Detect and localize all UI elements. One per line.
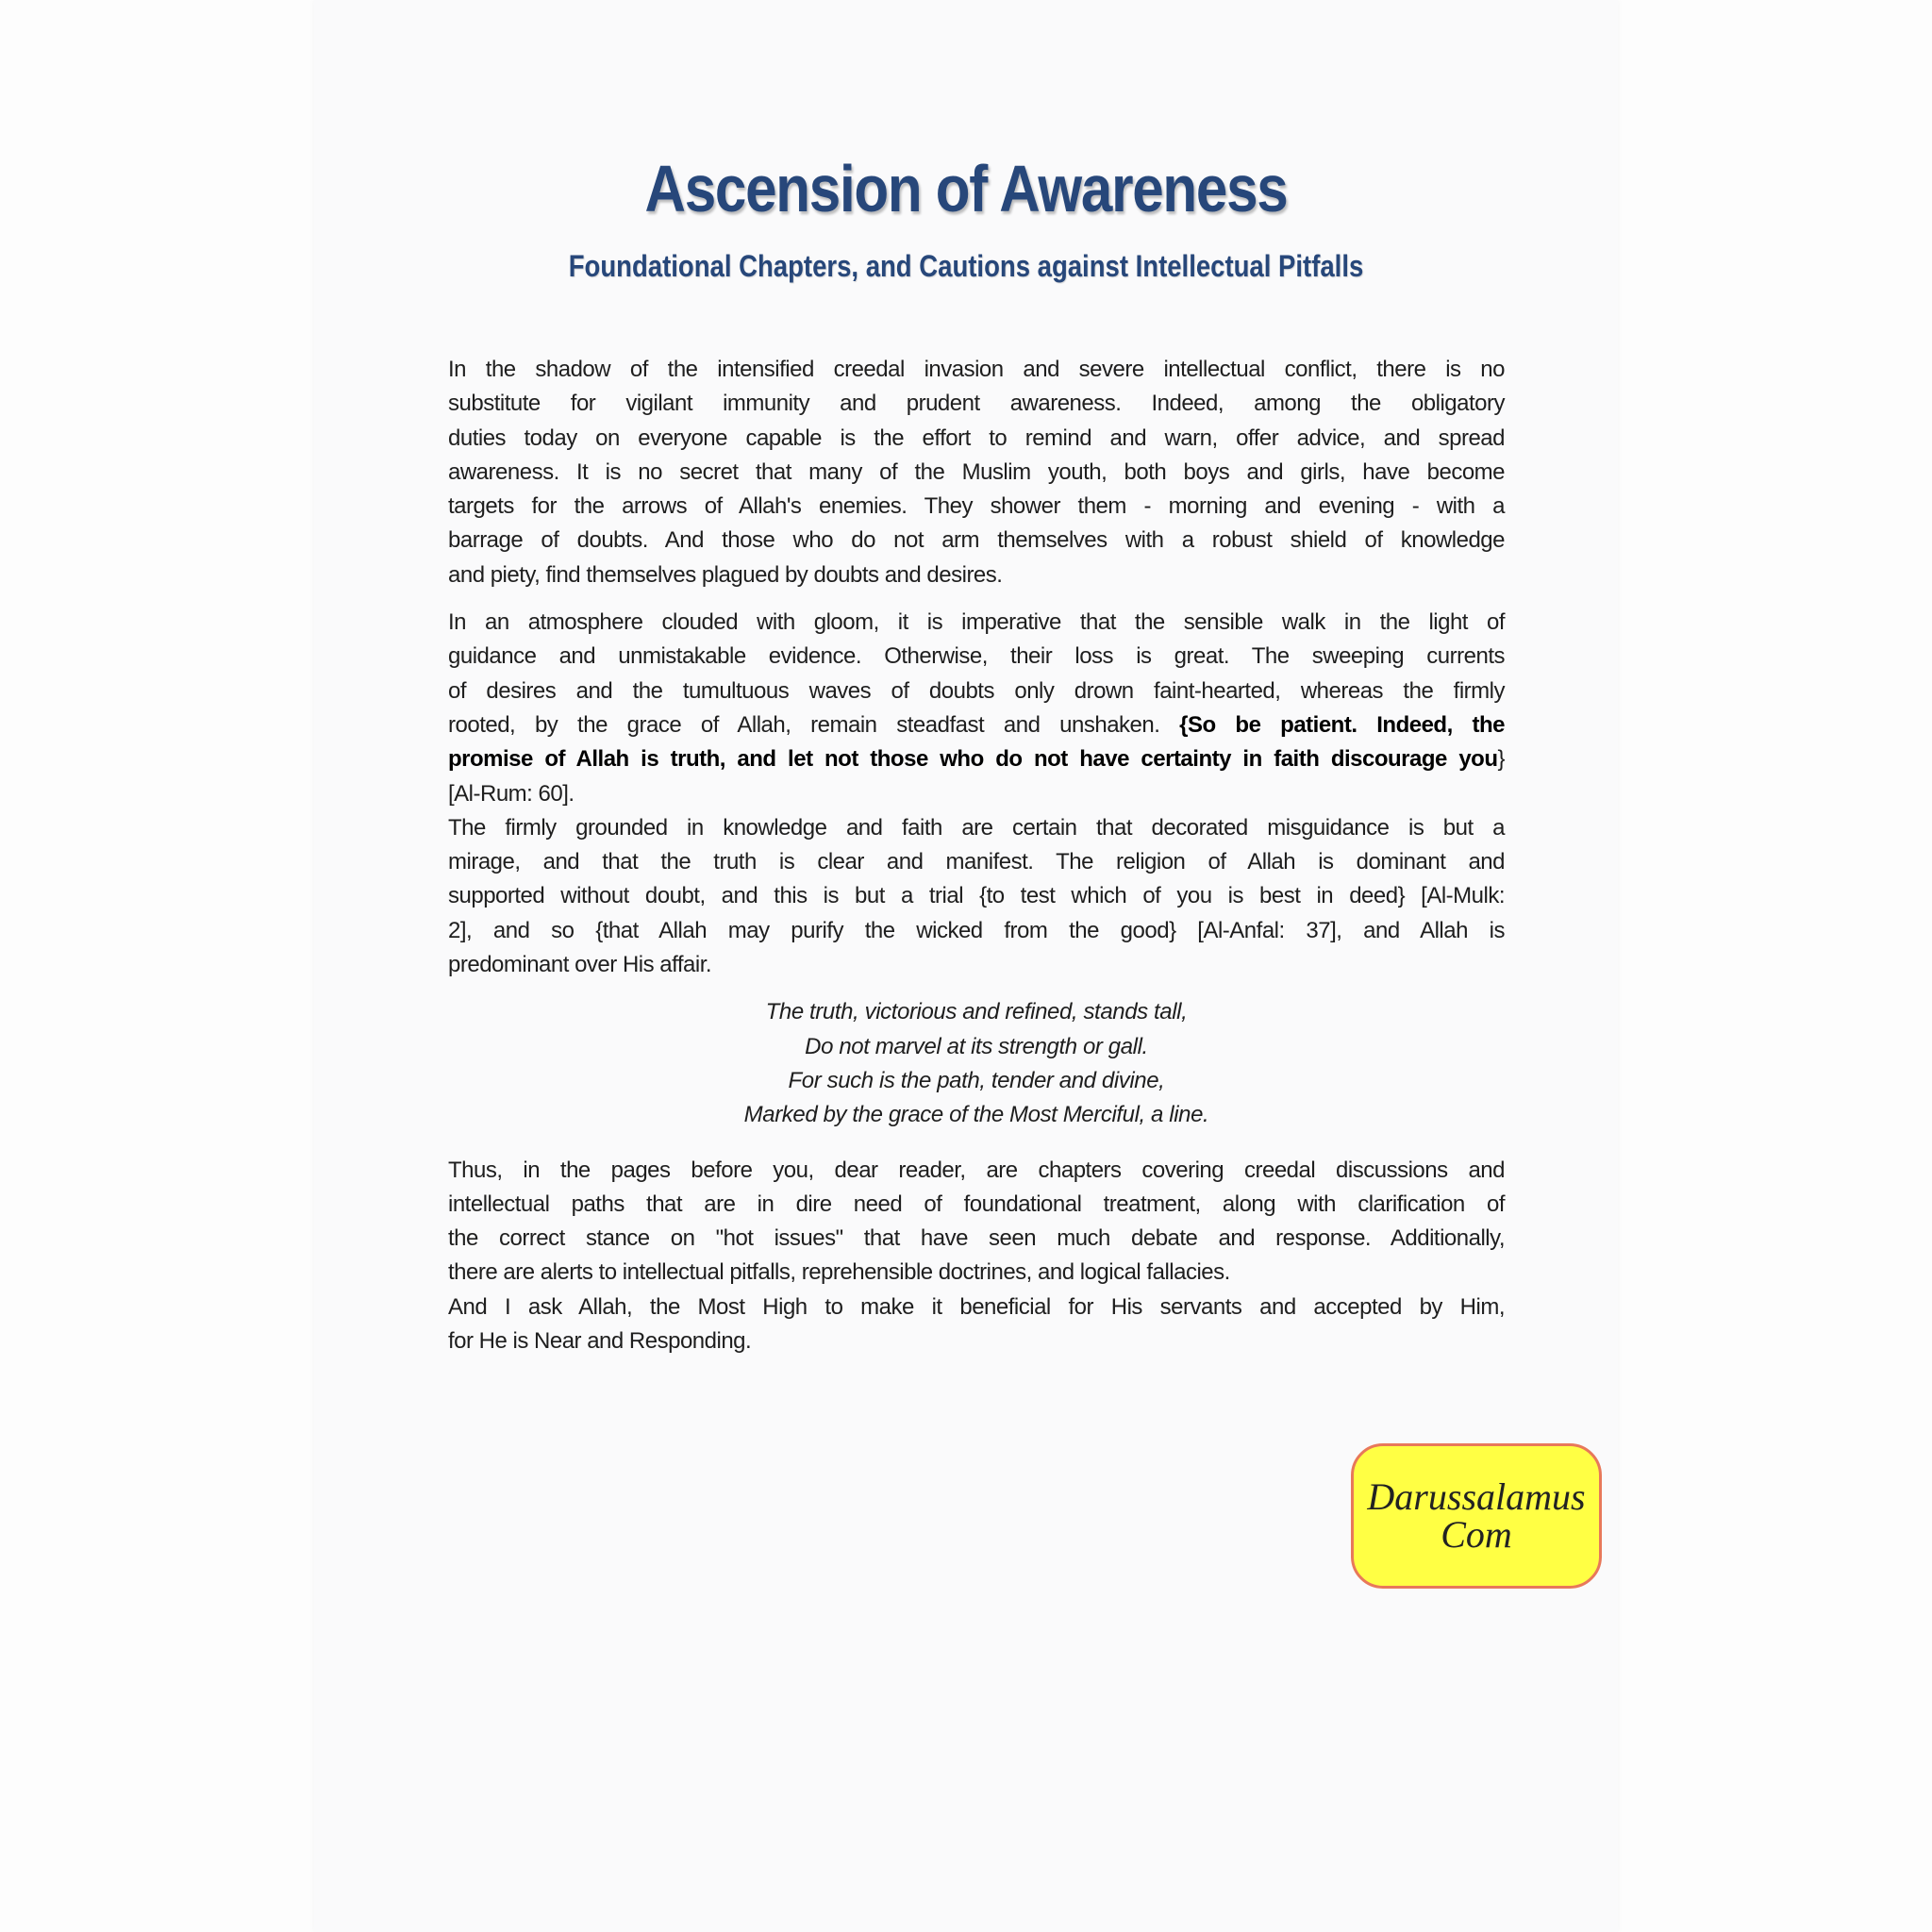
text-line [448, 948, 1505, 982]
line-text: of desires and the tumultuous waves of doubts only drown faint-hearted, whereas the firmly [448, 677, 1505, 704]
text-line [448, 1154, 1505, 1188]
line-text: there are alerts to intellectual pitfalls, reprehensible doctrines, and logical fallacies. [448, 1259, 1230, 1286]
text-line [448, 524, 1505, 558]
line-text: } [1497, 746, 1505, 773]
line-text: And I ask Allah, the Most High to make it beneficial for His servants and accepted by Him, [448, 1293, 1505, 1320]
line-text: the correct stance on "hot issues" that have seen much debate and response. Additionally, [448, 1225, 1505, 1252]
text-line [448, 1324, 1505, 1358]
darussalam-watermark-stamp [1351, 1443, 1602, 1589]
text-line [448, 742, 1505, 776]
line-text: guidance and unmistakable evidence. Otherwise, their loss is great. The sweeping currents [448, 643, 1505, 670]
text-line [448, 558, 1505, 592]
poem-line: Do not marvel at its strength or gall. [805, 1033, 1148, 1059]
line-text: In an atmosphere clouded with gloom, it is imperative that the sensible walk in the light of [448, 609, 1505, 636]
line-text: rooted, by the grace of Allah, remain steadfast and unshaken. [448, 711, 1180, 738]
paragraph [448, 1154, 1505, 1291]
text-line [448, 490, 1505, 524]
text-line [448, 1291, 1505, 1324]
line-text: awareness. It is no secret that many of the Muslim youth, both boys and girls, have become [448, 458, 1505, 485]
line-text: The firmly grounded in knowledge and faith are certain that decorated misguidance is but a [448, 814, 1505, 841]
stamp-line-2: Com [1441, 1513, 1512, 1556]
text-line [448, 1222, 1505, 1256]
line-text: [Al-Rum: 60]. [448, 780, 575, 807]
text-line [448, 777, 1505, 811]
text-line [448, 606, 1505, 640]
paragraph [448, 811, 1505, 982]
quran-quote-text: promise of Allah is truth, and let not those who do not have certainty in faith discourage you [448, 746, 1498, 773]
line-text: substitute for vigilant immunity and prudent awareness. Indeed, among the obligatory [448, 391, 1505, 417]
quran-quote-text: {So be patient. Indeed, the [1179, 711, 1506, 738]
poem [448, 995, 1505, 1132]
text-line [448, 879, 1505, 913]
book-subtitle: Foundational Chapters, and Cautions against Intellectual Pitfalls [568, 249, 1364, 283]
line-text: mirage, and that the truth is clear and manifest. The religion of Allah is dominant and [448, 849, 1505, 875]
line-text: 2], and so {that Allah may purify the wicked from the good} [Al-Anfal: 37], and Allah is [448, 917, 1505, 943]
line-text: duties today on everyone capable is the effort to remind and warn, offer advice, and spread [448, 425, 1505, 451]
closing-paragraphs [448, 1154, 1505, 1359]
book-title: Ascension of Awareness [644, 152, 1288, 225]
line-text: targets for the arrows of Allah's enemies. They shower them - morning and evening - with a [448, 493, 1505, 520]
text-line [448, 1256, 1505, 1290]
paragraph [448, 606, 1505, 811]
text-line [448, 708, 1505, 742]
line-text: barrage of doubts. And those who do not arm themselves with a robust shield of knowledge [448, 527, 1505, 554]
text-line [448, 387, 1505, 421]
text-line [448, 914, 1505, 948]
intro-paragraphs [448, 353, 1505, 982]
poem-line: Marked by the grace of the Most Merciful, a line. [743, 1102, 1209, 1128]
text-line [448, 640, 1505, 674]
text-line [448, 1188, 1505, 1222]
text-line [448, 845, 1505, 879]
text-line [448, 422, 1505, 456]
line-text: intellectual paths that are in dire need of foundational treatment, along with clarification of [448, 1191, 1505, 1217]
text-line [448, 675, 1505, 708]
line-text: for He is Near and Responding. [448, 1328, 752, 1355]
line-text: Thus, in the pages before you, dear reader, are chapters covering creedal discussions and [448, 1157, 1505, 1183]
paragraph [448, 1291, 1505, 1359]
line-text: supported without doubt, and this is but a trial {to test which of you is best in deed} [Al-Mulk: [448, 883, 1505, 909]
poem-line: For such is the path, tender and divine, [788, 1067, 1165, 1093]
line-text: predominant over His affair. [448, 952, 712, 978]
text-line [448, 811, 1505, 845]
line-text: and piety, find themselves plagued by doubts and desires. [448, 561, 1003, 588]
text-line [448, 456, 1505, 490]
page-body [448, 353, 1505, 1372]
text-line [448, 353, 1505, 387]
line-text: In the shadow of the intensified creedal invasion and severe intellectual conflict, there is no [448, 357, 1505, 382]
poem-line: The truth, victorious and refined, stands tall, [765, 999, 1188, 1025]
paragraph [448, 353, 1505, 592]
stamp-line-1: Darussalamus [1367, 1475, 1586, 1518]
